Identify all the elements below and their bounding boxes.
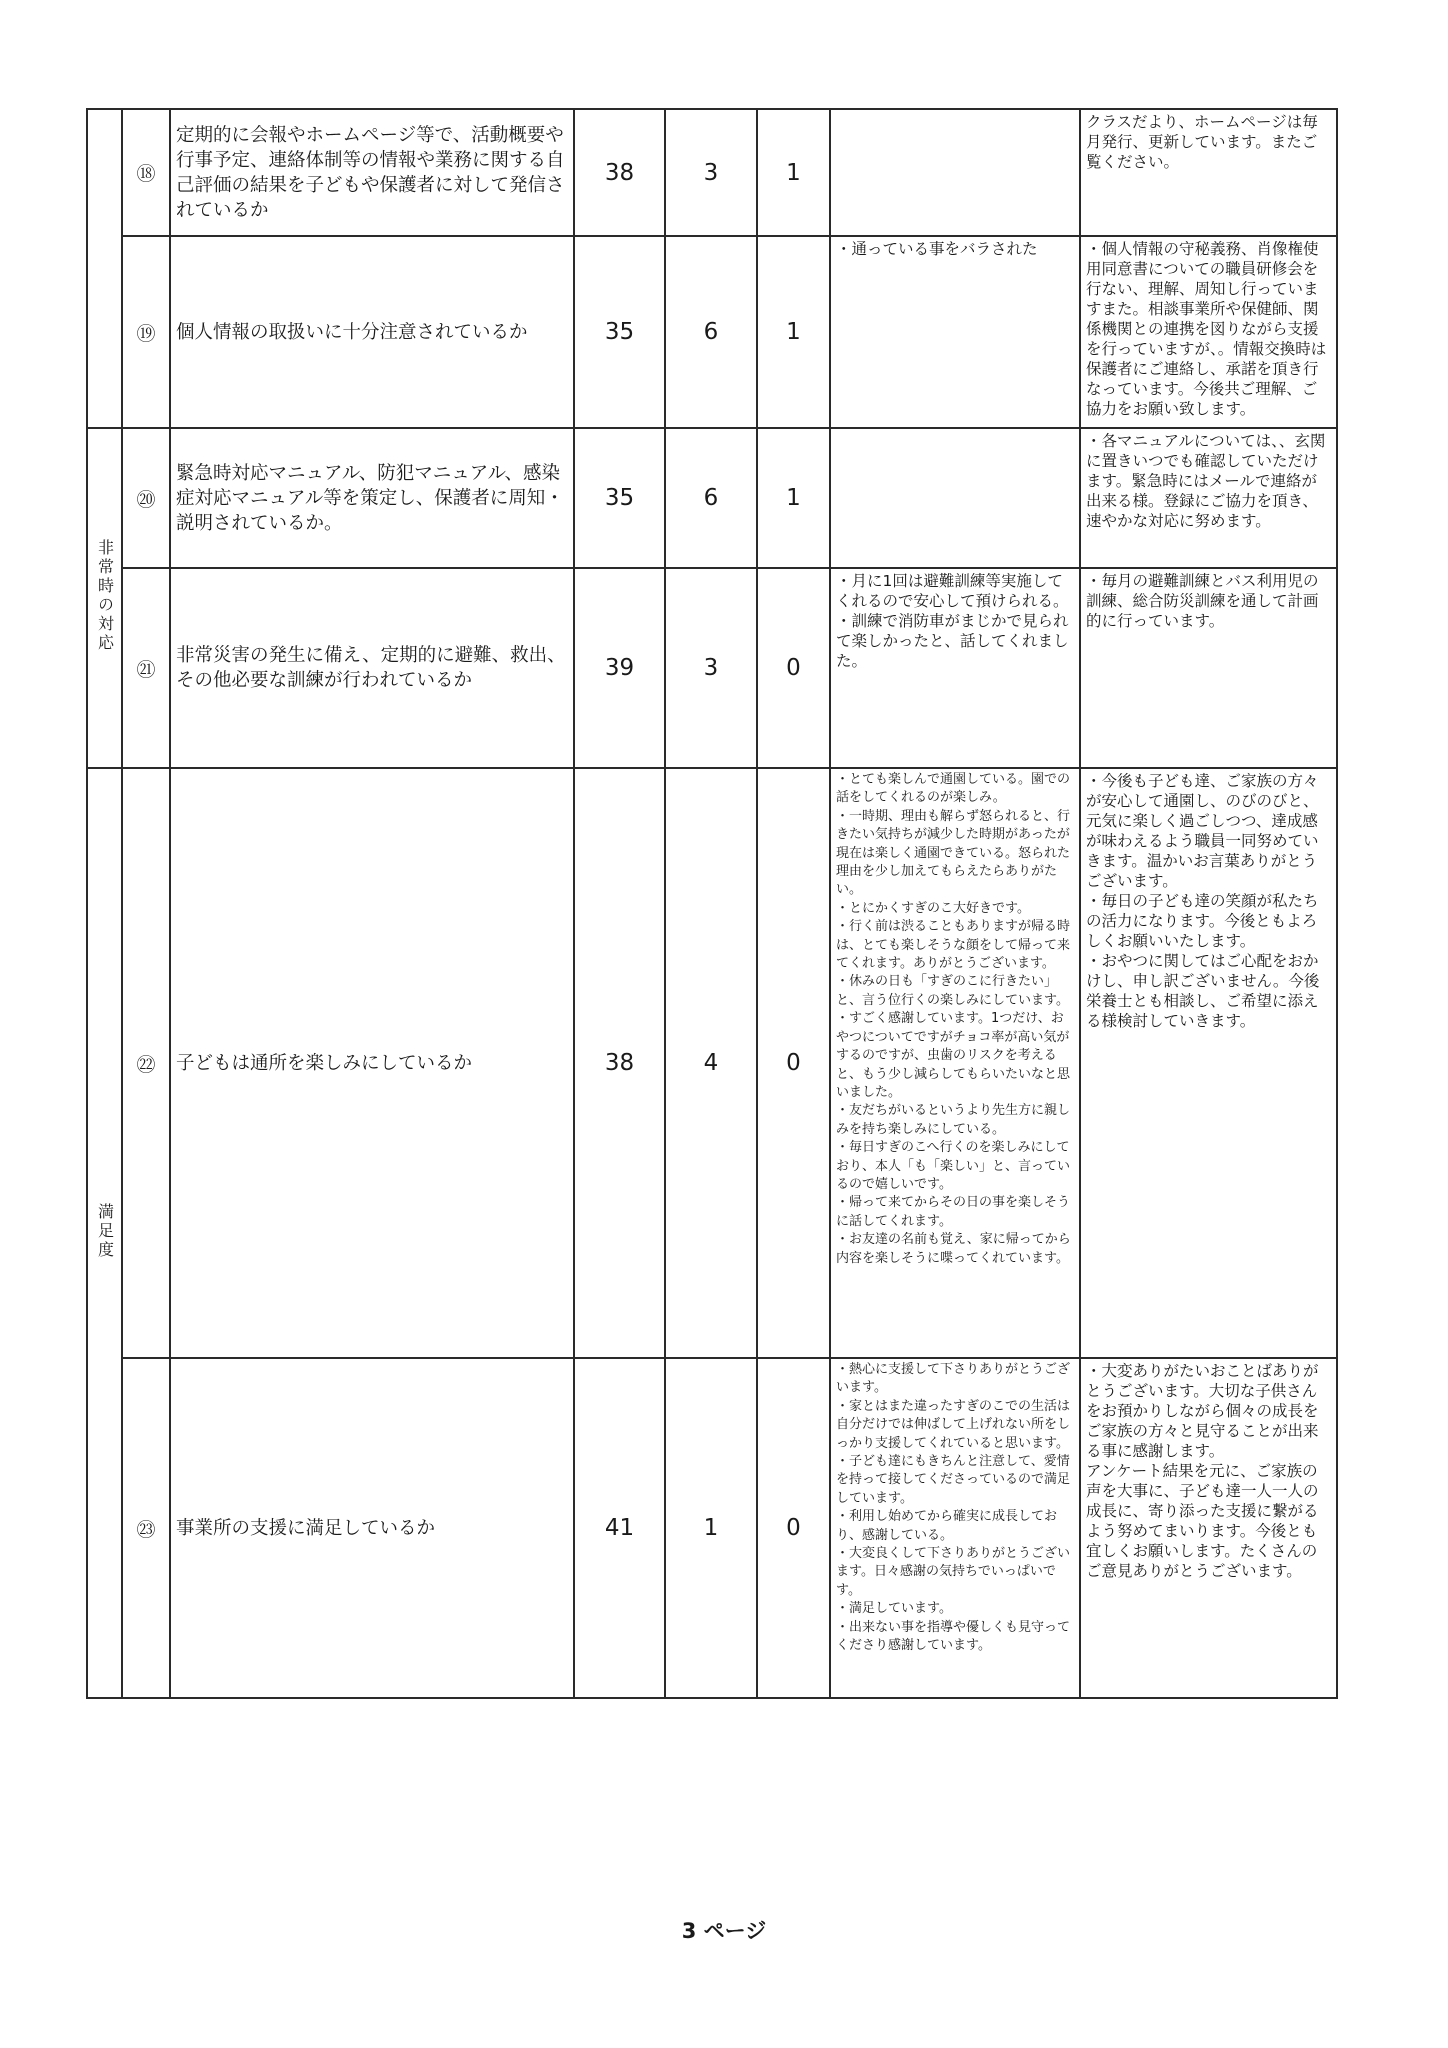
count-unsure: 3 [665,109,757,236]
item-number: ㉒ [122,768,170,1358]
item-number: ㉓ [122,1358,170,1698]
count-no: 1 [757,428,830,568]
count-unsure: 6 [665,236,757,428]
table-row [87,568,1337,768]
category-label-emergency: 非常時の対応 [87,428,122,768]
question-text: 緊急時対応マニュアル、防犯マニュアル、感染症対応マニュアル等を策定し、保護者に周知・説明されているか。 [170,428,574,568]
evaluation-table [86,108,1338,1699]
facility-response: ・今後も子ども達、ご家族の方々が安心して通園し、のびのびと、元気に楽しく過ごしつつ、達成感が味わえるよう職員一同努めていきます。温かいお言葉ありがとうございます。 ・毎日の子ども達の笑顔が私たちの活力になります。今後ともよろしくお願いいたします。 ・おやつに関してはご心配をおかけし、申し訳ございません。今後栄養士とも相談し、ご希望に添える様検討していきます。 [1080,768,1337,1358]
count-no: 0 [757,568,830,768]
table-row [87,1358,1337,1698]
facility-response: クラスだより、ホームページは毎月発行、更新しています。またご覧ください。 [1080,109,1337,236]
category-label-satisfaction: 満足度 [87,768,122,1698]
count-yes: 38 [574,768,665,1358]
question-text: 子どもは通所を楽しみにしているか [170,768,574,1358]
page-number: 3 ページ [681,1919,767,1943]
facility-response: ・個人情報の守秘義務、肖像権使用同意書についての職員研修会を行ない、理解、周知し行っていますまた。相談事業所や保健師、関係機関との連携を図りながら支援を行っていますが、。情報交換時は保護者にご連絡し、承諾を頂き行なっています。今後共ご理解、ご協力をお願い致します。 [1080,236,1337,428]
table-row [87,236,1337,428]
count-unsure: 4 [665,768,757,1358]
parent-comments: ・通っている事をバラされた [830,236,1080,428]
count-yes: 39 [574,568,665,768]
table-row [87,428,1337,568]
facility-response: ・各マニュアルについては、、玄関に置きいつでも確認していただけます。緊急時にはメールで連絡が出来る様。登録にご協力を頂き、速やかな対応に努めます。 [1080,428,1337,568]
question-text: 個人情報の取扱いに十分注意されているか [170,236,574,428]
item-number: ⑱ [122,109,170,236]
count-yes: 35 [574,236,665,428]
count-unsure: 6 [665,428,757,568]
facility-response: ・毎月の避難訓練とバス利用児の訓練、総合防災訓練を通して計画的に行っています。 [1080,568,1337,768]
parent-comments: ・とても楽しんで通園している。園での話をしてくれるのが楽しみ。 ・一時期、理由も解らず怒られると、行きたい気持ちが減少した時期があったが現在は楽しく通園できている。怒られた理由を少し加えてもらえたらありがたい。 ・とにかくすぎのこ大好きです。 ・行く前は渋ることもありますが帰る時は、とても楽しそうな顔をして帰って来てくれます。ありがとうございます。 ・休みの日も「すぎのこに行きたい」と、言う位行くの楽しみにしています。 ・すごく感謝しています。1つだけ、おやつについてですがチョコ率が高い気がするのですが、虫歯のリスクを考えると、もう少し減らしてもらいたいなと思いました。 ・友だちがいるというより先生方に親しみを持ち楽しみにしている。 ・毎日すぎのこへ行くのを楽しみにしており、本人「も「楽しい」と、言っているので嬉しいです。 ・帰って来てからその日の事を楽しそうに話してくれます。 ・お友達の名前も覚え、家に帰ってから内容を楽しそうに喋ってくれています。 [830,768,1080,1358]
question-text: 非常災害の発生に備え、定期的に避難、救出、その他必要な訓練が行われているか [170,568,574,768]
parent-comments: ・熱心に支援して下さりありがとうございます。 ・家とはまた違ったすぎのこでの生活は自分だけでは伸ばして上げれない所をしっかり支援してくれていると思います。 ・子ども達にもきちんと注意して、愛情を持って接してくださっているので満足しています。 ・利用し始めてから確実に成長しており、感謝している。 ・大変良くして下さりありがとうございます。日々感謝の気持ちでいっぱいです。 ・満足しています。 ・出来ない事を指導や優しくも見守ってくださり感謝しています。 [830,1358,1080,1698]
count-no: 0 [757,1358,830,1698]
count-unsure: 1 [665,1358,757,1698]
item-number: ⑲ [122,236,170,428]
question-text: 事業所の支援に満足しているか [170,1358,574,1698]
table-row [87,109,1337,236]
item-number: ㉑ [122,568,170,768]
count-no: 1 [757,236,830,428]
count-unsure: 3 [665,568,757,768]
item-number: ⑳ [122,428,170,568]
count-yes: 38 [574,109,665,236]
question-text: 定期的に会報やホームページ等で、活動概要や行事予定、連絡体制等の情報や業務に関する自己評価の結果を子どもや保護者に対して発信されているか [170,109,574,236]
facility-response: ・大変ありがたいおことばありがとうございます。大切な子供さんをお預かりしながら個々の成長をご家族の方々と見守ることが出来る事に感謝します。 アンケート結果を元に、ご家族の声を大事に、子ども達一人一人の成長に、寄り添った支援に繋がるよう努めてまいります。今後とも宜しくお願いします。たくさんのご意見ありがとうございます。 [1080,1358,1337,1698]
parent-comments [830,428,1080,568]
table-row [87,768,1337,1358]
parent-comments [830,109,1080,236]
count-yes: 41 [574,1358,665,1698]
count-yes: 35 [574,428,665,568]
count-no: 0 [757,768,830,1358]
count-no: 1 [757,109,830,236]
category-cell-continued [87,109,122,428]
parent-comments: ・月に1回は避難訓練等実施してくれるので安心して預けられる。 ・訓練で消防車がまじかで見られて楽しかったと、話してくれました。 [830,568,1080,768]
